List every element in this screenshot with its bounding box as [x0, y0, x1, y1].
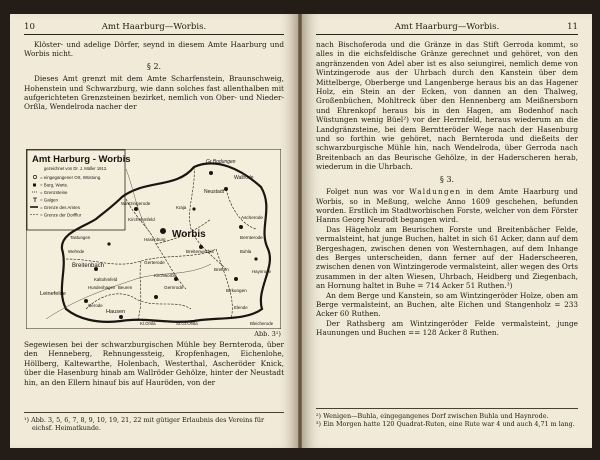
place-label: Kl.Orsla: [140, 321, 156, 326]
map-figure: [26, 149, 281, 329]
figure-caption: Abb. 3¹): [254, 330, 281, 338]
paragraph-r4: An dem Berge und Kanstein, so am Wintzingeröder Holze, oben am Berge vermalsteint, an Buchen, alte Eichen und Stangenholz = 233 Acker 60 Ruthen.: [316, 290, 578, 319]
running-head-title-left: Amt Haarburg—Worbis.: [101, 22, 207, 32]
place-label: Hundeshagen: [88, 285, 116, 290]
place-label: Breitenworbis: [186, 249, 214, 254]
place-label: Leinefelde: [40, 291, 66, 297]
place-label: Breitenbach: [72, 263, 105, 269]
left-text-upper: [24, 40, 284, 112]
place-label: Ascherode: [241, 215, 263, 220]
right-text: [316, 40, 578, 338]
place-label: Hausen: [106, 309, 126, 315]
left-page: [10, 14, 298, 448]
place-label: Bernterode: [240, 235, 263, 240]
paragraph-r2: [316, 187, 578, 225]
footnote: ²) Wenigen—Buhla, eingegangenes Dorf zwischen Buhla und Haynrode.: [316, 412, 549, 420]
place-label: Haynrode: [252, 269, 272, 274]
place-label: Kirchworbis: [154, 273, 177, 278]
place-label: Neustadt: [204, 189, 225, 195]
place-label: St.Gr.Orsla: [176, 321, 198, 326]
place-label: Birkungen: [226, 288, 247, 293]
map-illustration: [26, 149, 281, 329]
place-label: Gr.Bodungen: [206, 159, 236, 165]
paragraph-r5: Der Rathsberg am Wintzingeröder Felde vermalsteint, junge Haunungen und Buchen == 128 Acker 8 Ruthen.: [316, 318, 578, 338]
place-label: Wallrode: [234, 175, 254, 181]
place-label: Wintzingerode: [121, 201, 151, 206]
place-label: Gernrode: [164, 285, 184, 290]
place-label: Bleicherode: [250, 321, 274, 326]
footnote: ³) Ein Morgen hatte 120 Quadrat-Ruten, eine Rute war 4 und auch 4,71 m lang.: [316, 420, 575, 429]
paragraph-3: Segewiesen bei der schwarzburgischen Mühle bey Bernteroda, über den Henneberg, Rehnungessteig, Kropfenhagen, Eichenlohe, Höllberg, Kaltewarthe, Holenbach, Westerthal, Ascheröder Knick, über die Hasenburg hinab am Wallröder Gehölze, hinter der Neustadt hin, an den Ellern hinauf bis auf Hauröden, von der: [24, 340, 284, 387]
left-text-lower: [24, 340, 284, 387]
place-label: Kirchohmfeld: [128, 217, 155, 222]
footnotes-left: [24, 412, 284, 432]
paragraph-intro: Klöster- und adelige Dörfer, seynd in diesem Amte Haarburg und Worbis nicht.: [24, 40, 284, 59]
paragraph-r1: nach Bischoferoda und die Gränze in das Stift Gerroda kommt, so alles in die eichsfeldische Gränze gerechnet und gehöret, von den angränzenden von Adel aber ist es also seiungirei, nemlich deme von Wintzingerode aus der Uhrbach durch den Kanstein über dem Mittelberge, Oberberge und Langenberge heraus bis an das Hagener Holz, ein Stein an der Ecken, von dannen an den Thalweg, Großenbüchen, Mohltreck über den Hennenberg am Meißnersborn und Ehrenkopf heraus bis in den Hagen, am Bodenhof nach Wüstungen wenig Büel²) vor der Herrnfeld, heraus wiederum an die Landgränzsteine, bei dem Berntteröder Wege nach der Hasenburg und so forthin wie gehöret, nach Bernteroda und dießeits der schwarzburgische Mühle hin, nach Wendelroda, über Gerroda nach Breitenbach an das Beurische Gehölze, in der Haderscheren herab, wiederum in die Uhrbach.: [316, 40, 578, 172]
footnotes-right: [316, 408, 578, 428]
page-number-left: 10: [24, 22, 35, 32]
legend-item: = Burg, Warte.: [40, 182, 69, 188]
paragraph-r2-lead: Folget nun was vor: [326, 187, 405, 197]
running-head-right: [316, 22, 578, 35]
place-label: Worbis: [172, 229, 206, 240]
place-label: Buhla: [240, 249, 252, 254]
running-head-left: [24, 22, 284, 35]
term-waldungen: Waldungen: [409, 187, 462, 197]
paragraph-r2-rest: in dem Amte Haarburg und Worbis, so in Meßung, welche Anno 1609 geschehen, befunden worden. Erstlich im Stadtworbischen Forste, welcher von dem Förster Hanns Georg Neurodt begangen wird.: [316, 187, 578, 225]
paragraph-2: Dieses Amt grenzt mit dem Amte Scharfenstein, Braunschweig, Hohenstein und Schwarzburg, wie dann solches fast allenthalben mit aufgerichteten Grenzsteinen bezirket, nemlich von Ober- und Nieder-Orßla, Wendelroda nacher der: [24, 74, 284, 112]
place-label: Tastungen: [70, 235, 91, 240]
legend-item: = eingegangener Ort, Wüstung.: [40, 175, 102, 180]
footnote: ¹) Abb. 3, 5, 6, 7, 8, 9, 10, 19, 21, 22 mit gütiger Erlaubnis des Vereins für eichsf. Heimatkunde.: [24, 416, 265, 433]
place-label: Gerterode: [144, 260, 165, 265]
paragraph-r3: Das Hägeholz am Beurischen Forste und Breitenbächer Felde, vermalsteint, hat junge Buchen, haltet in sich 61 Acker, dann auf dem Bergeshagen, zwischen denen von Westernhagen, auf dem Inhange des Berges unterscheiden, dann ferner auf der Haderscheeren, zwischen denen von Wintzingerode vermalsteint, aller wegen des Orts zusammen in der alten Wiesen, Uhrbach, Heidberg und Ziegenbach, an Hornung haltet in Buhe = 714 Acker 51 Ruthen.³): [316, 224, 578, 291]
section-heading-2: § 2.: [146, 61, 162, 71]
running-head-title-right: Amt Haarburg—Worbis.: [394, 22, 500, 32]
place-label: Elende: [234, 305, 248, 310]
section-heading-3: § 3.: [439, 174, 455, 184]
legend-item: = Galgen: [40, 197, 58, 203]
place-label: Gerode: [88, 303, 103, 308]
place-label: Hasenburg: [144, 237, 166, 242]
legend-item: = Grenze des Amtes: [40, 205, 80, 210]
place-label: Wehnde: [68, 249, 85, 254]
place-label: Beuren: [118, 285, 133, 290]
legend-item: = Grenzsteine: [40, 190, 68, 195]
map-title: Amt Harburg - Worbis: [32, 154, 131, 165]
place-label: Kaltohmfeld: [94, 277, 118, 282]
page-number-right: 11: [567, 22, 578, 32]
place-label: Kraja: [176, 205, 187, 210]
place-label: Bretten: [214, 267, 229, 272]
legend-item: = Grenze der Dorfflur: [40, 212, 82, 218]
map-subtitle: gezeichnet von Dr. J. Müller 1912.: [44, 166, 108, 171]
right-page: [302, 14, 592, 448]
